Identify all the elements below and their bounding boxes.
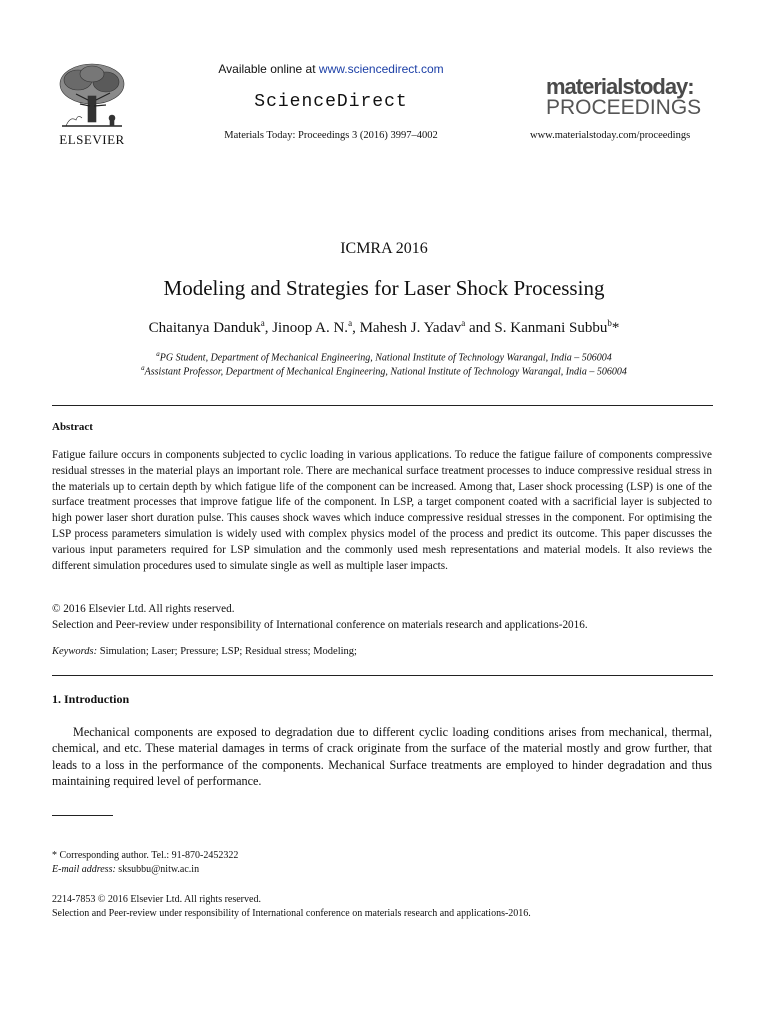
affiliation [0,350,768,363]
available-prefix: Available online at [218,62,319,76]
conference-name: ICMRA 2016 [340,240,428,257]
author-separator: , [352,320,360,336]
author-name: Jinoop A. N. [272,320,349,336]
abstract-heading: Abstract [52,421,93,433]
affil-text: Assistant Professor, Department of Mechanical Engineering, National Institute of Technology Warangal, India – 506004 [144,366,627,378]
sciencedirect-wordmark: ScienceDirect [254,92,408,112]
journal-reference: Materials Today: Proceedings 3 (2016) 3997–4002 [224,130,438,141]
author-name: Mahesh J. Yadav [359,320,462,336]
author-affil-mark: a [260,318,265,328]
materials-today-logo: materialstoday: [546,74,694,99]
author-name: S. Kanmani Subbu [494,320,608,336]
email-address[interactable]: sksubbu@nitw.ac.in [115,864,200,875]
email-note [52,863,199,876]
author-affil-mark: a [461,318,466,328]
divider [52,675,713,676]
affil-mark: a [156,350,160,358]
journal-url[interactable]: www.materialstoday.com/proceedings [530,130,691,141]
corresponding-author-note: * Corresponding author. Tel.: 91-870-2452322 [52,850,239,861]
copyright-line: © 2016 Elsevier Ltd. All rights reserved. [52,603,235,615]
author-affil-mark: b [607,318,612,328]
affiliation [0,364,768,377]
publisher-wordmark: ELSEVIER [59,132,125,147]
peer-review-line: Selection and Peer-review under responsibility of International conference on materials research and applications-2016. [52,619,588,631]
footnote-divider [52,815,113,816]
author-separator: , [264,320,273,336]
available-online [150,62,512,76]
email-label: E-mail address: [52,864,116,875]
author-name: Chaitanya Danduk [148,320,261,336]
issn-line: 2214-7853 © 2016 Elsevier Ltd. All rights reserved. [52,894,261,905]
proceedings-logo: PROCEEDINGS [546,96,702,119]
sciencedirect-link[interactable]: www.sciencedirect.com [318,62,444,76]
keywords-label: Keywords: [52,646,98,657]
author-affil-mark: a [348,318,353,328]
author-separator: and [465,320,495,336]
author-list [0,318,768,337]
affil-mark: a [141,364,145,372]
affil-text: PG Student, Department of Mechanical Engineering, National Institute of Technology Warangal, India – 506004 [159,352,612,364]
corresponding-mark: * [611,320,620,336]
divider [52,405,713,406]
abstract-body: Fatigue failure occurs in components subjected to cyclic loading in various applications. To reduce the fatigue failure of components compressive residual stresses in the material plays an important role. There are mechanical surface treatment processes to induce compressive residual stress in the materials up to certain depth by which fatigue life of the component can be increased. Among that, Laser shock processing (LSP) is one of the surface treatment processes that improve fatigue life of the component. In LSP, a target component coated with a sacrificial layer is subjected to high power laser short duration pulse. This causes shock waves which induce compressive residual stresses in the component. For optimising the LSP process parameters simulation is widely used with complex physics model of the process and predict its outcome. This paper discusses the various input parameters required for LSP simulation and the commonly used mesh representations and material models. It also reviews the different simulation procedures used to simulate single as well as multiple laser impacts. [52,449,712,572]
footer-peer-review: Selection and Peer-review under responsibility of International conference on materials research and applications-2016. [52,908,531,919]
paper-title: Modeling and Strategies for Laser Shock Processing [163,276,605,300]
keywords-value: Simulation; Laser; Pressure; LSP; Residual stress; Modeling; [97,646,357,657]
keywords [52,646,357,657]
introduction-body: Mechanical components are exposed to degradation due to different cyclic loading conditions arises from mechanical, thermal, chemical, and etc. These material damages in terms of crack originate from the surface of the material mostly and grow further, that leads to a loss in the performance of the components. Mechanical Surface treatments are employed to hinder degradation and thus maintaining required level of performance. [52,725,712,789]
section-heading: 1. Introduction [52,692,130,706]
